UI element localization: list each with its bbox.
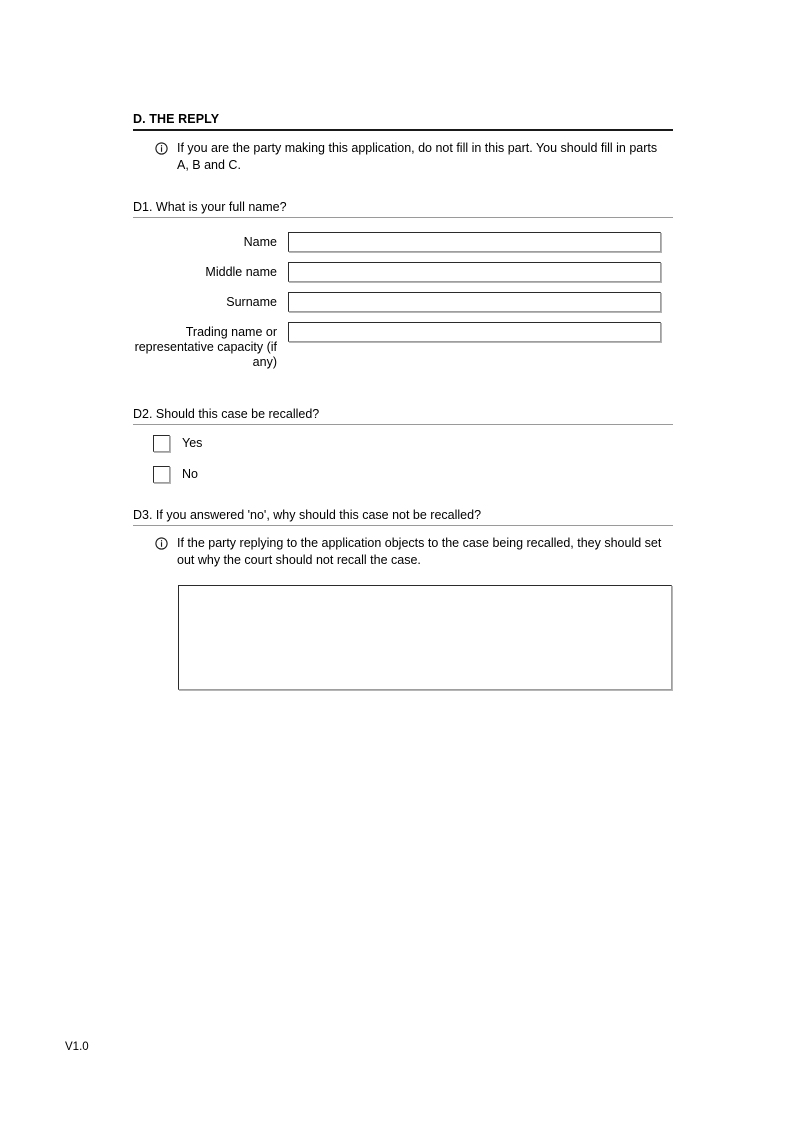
checkbox-yes[interactable] <box>153 435 170 452</box>
d3-answer-textarea[interactable] <box>178 585 672 690</box>
name-input[interactable] <box>288 232 661 252</box>
recall-options-group <box>133 435 673 483</box>
field-row-name <box>133 232 673 252</box>
field-label-surname: Surname <box>226 295 277 309</box>
field-label-middle-name: Middle name <box>205 265 277 279</box>
field-row-surname <box>133 292 673 312</box>
info-circle-icon <box>155 142 168 155</box>
info-circle-icon <box>155 537 168 550</box>
question-heading-d3: D3. If you answered 'no', why should this case not be recalled? <box>133 507 673 526</box>
d3-answer-wrap <box>133 585 673 690</box>
question-heading-d2: D2. Should this case be recalled? <box>133 406 673 425</box>
field-row-middle-name <box>133 262 673 282</box>
document-content <box>133 112 673 690</box>
field-label-trading-name: Trading name or representative capacity (if any) <box>134 325 277 369</box>
footer-version: V1.0 <box>65 1041 89 1053</box>
middle-name-input[interactable] <box>288 262 661 282</box>
option-label-yes: Yes <box>182 436 203 450</box>
d3-guidance-note-text: If the party replying to the application objects to the case being recalled, they should set out why the court should not recall the case. <box>177 536 662 567</box>
section-intro-note-text: If you are the party making this application, do not fill in this part. You should fill in parts A, B and C. <box>177 141 658 172</box>
question-heading-d1: D1. What is your full name? <box>133 199 673 218</box>
name-fields-group <box>133 232 673 370</box>
d3-guidance-note <box>133 535 673 568</box>
section-intro-note <box>133 140 673 173</box>
option-label-no: No <box>182 467 198 481</box>
surname-input[interactable] <box>288 292 661 312</box>
checkbox-no[interactable] <box>153 466 170 483</box>
field-label-name: Name <box>243 235 277 249</box>
trading-name-input[interactable] <box>288 322 661 342</box>
option-row-yes[interactable] <box>153 435 673 452</box>
section-heading-the-reply: D. THE REPLY <box>133 112 673 131</box>
field-row-trading-name <box>133 322 673 370</box>
option-row-no[interactable] <box>153 466 673 483</box>
